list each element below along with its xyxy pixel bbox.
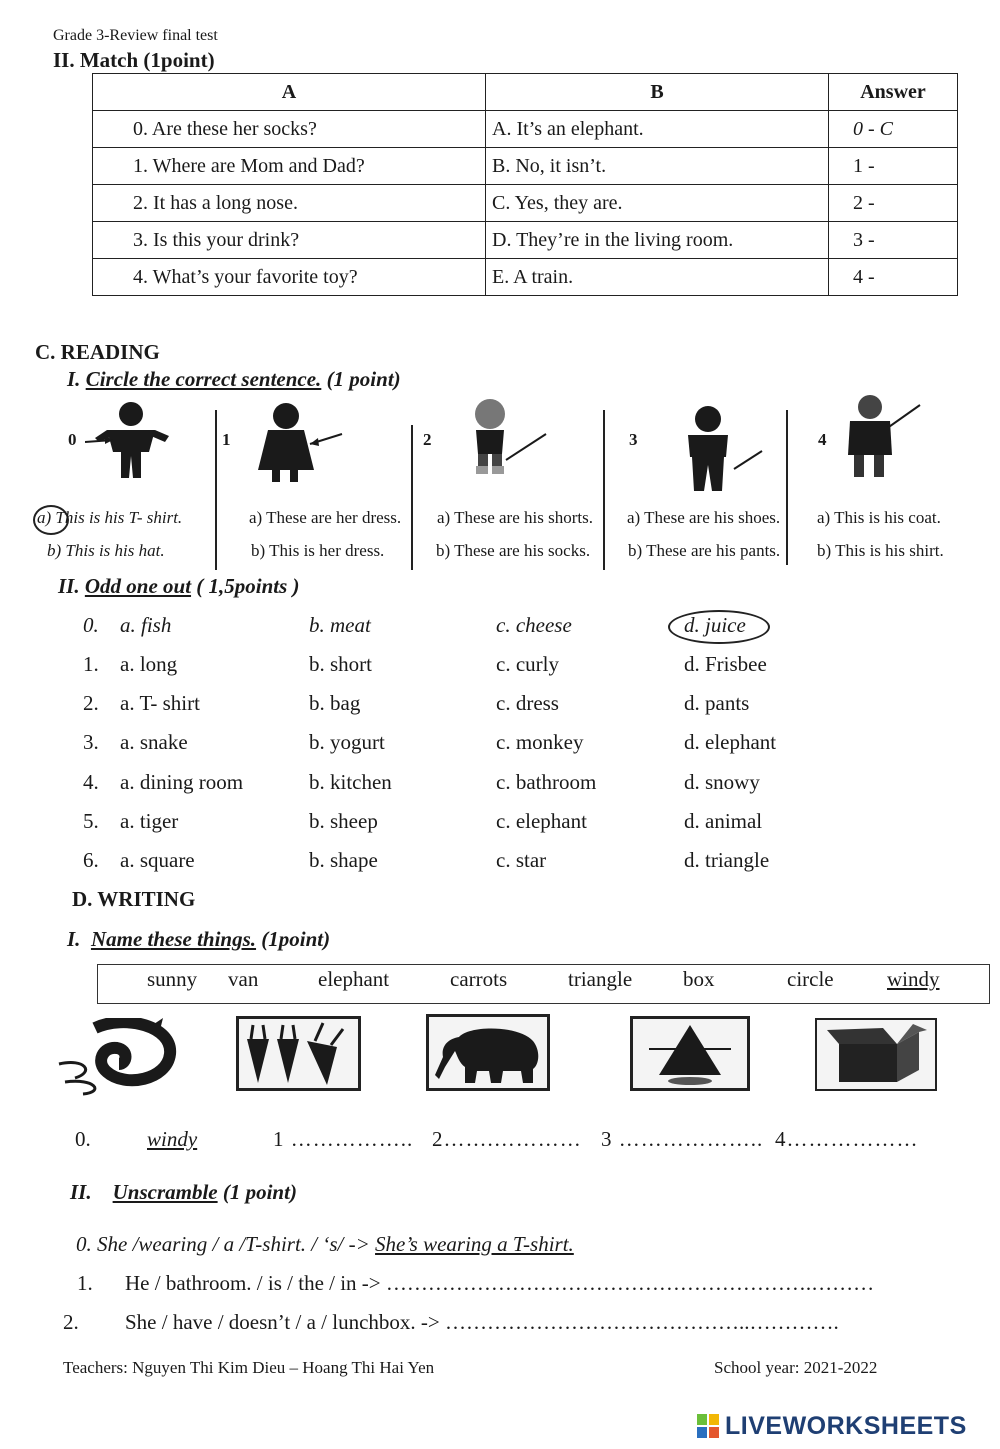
option-b[interactable]: b) These are his socks. xyxy=(436,541,591,560)
answer-blank[interactable]: 1 …………….. xyxy=(273,1127,414,1151)
table-row xyxy=(93,111,958,148)
table-row xyxy=(93,148,958,185)
odd-option[interactable]: b. shape xyxy=(309,848,378,872)
elephant-icon xyxy=(429,1017,547,1088)
odd-option[interactable]: a. long xyxy=(120,652,178,676)
row-number: 4. xyxy=(83,770,99,794)
example-question: 0. She /wearing / a /T-shirt. / ‘s/ -> xyxy=(76,1232,370,1256)
answer-cell[interactable]: 1 - xyxy=(829,148,958,185)
answer-cell: 0 - C xyxy=(829,111,958,148)
example-answer: She’s wearing a T-shirt. xyxy=(375,1232,574,1256)
word-bank-item: circle xyxy=(787,967,834,991)
odd-option[interactable]: a. snake xyxy=(120,730,188,754)
column-a-header: A xyxy=(93,74,486,111)
table-row xyxy=(93,222,958,259)
brand-name: LIVEWORKSHEETS xyxy=(725,1412,967,1440)
odd-section-title: Odd one out xyxy=(84,574,192,598)
liveworksheets-logo[interactable] xyxy=(697,1412,967,1441)
unscramble-section-heading xyxy=(70,1180,297,1205)
response-cell: D. They’re in the living room. xyxy=(486,222,829,259)
windy-picture-icon xyxy=(55,1018,180,1096)
name-section-title: Name these things. xyxy=(90,927,257,951)
option-b[interactable]: b) This is her dress. xyxy=(251,541,385,560)
row-number: 1. xyxy=(83,652,99,676)
triangle-icon xyxy=(633,1019,747,1088)
column-b-header: B xyxy=(486,74,829,111)
row-number: 2. xyxy=(83,691,99,715)
answer-number: 0. xyxy=(75,1127,91,1151)
picture-number: 2 xyxy=(423,430,432,449)
question-cell: 2. It has a long nose. xyxy=(93,185,486,222)
table-header-row xyxy=(93,74,958,111)
name-section-points: (1point) xyxy=(261,927,331,951)
odd-option[interactable]: b. meat xyxy=(309,613,371,637)
response-cell: C. Yes, they are. xyxy=(486,185,829,222)
option-a[interactable]: a) This is his T- shirt. xyxy=(37,508,183,527)
word-bank-item: sunny xyxy=(147,967,198,991)
name-section-heading xyxy=(67,927,330,952)
unscramble-question[interactable]: She / have / doesn’t / a / lunchbox. -> ……………………………………..…………. xyxy=(125,1310,839,1334)
boy-pants-figure-icon xyxy=(678,405,768,495)
word-bank-item: windy xyxy=(887,967,940,991)
column-divider xyxy=(786,410,788,565)
match-table xyxy=(92,73,958,296)
row-number: 3. xyxy=(83,730,99,754)
odd-option[interactable]: c. bathroom xyxy=(496,770,597,794)
row-number: 0. xyxy=(83,613,99,637)
question-cell: 4. What’s your favorite toy? xyxy=(93,259,486,296)
unscramble-section-number: II. xyxy=(70,1180,92,1204)
word-bank-item: carrots xyxy=(450,967,508,991)
unscramble-section-title: Unscramble xyxy=(112,1180,218,1204)
answer-blank[interactable]: 3 ……………….. xyxy=(601,1127,764,1151)
word-bank-item: box xyxy=(683,967,715,991)
circle-section-title: Circle the correct sentence. xyxy=(85,367,322,391)
answer-blank[interactable]: 2…….………… xyxy=(432,1127,582,1151)
teachers-credit: Teachers: Nguyen Thi Kim Dieu – Hoang Thi Hai Yen xyxy=(63,1358,435,1377)
column-answer-header: Answer xyxy=(829,74,958,111)
option-a[interactable]: a) This is his coat. xyxy=(817,508,941,527)
boy-shorts-figure-icon xyxy=(462,396,552,481)
box-picture-frame xyxy=(815,1018,937,1091)
name-section-number: I. xyxy=(67,927,81,951)
odd-option[interactable]: b. bag xyxy=(309,691,361,715)
odd-option[interactable]: d. juice xyxy=(684,613,746,637)
option-b[interactable]: b) This is his hat. xyxy=(47,541,165,560)
elephant-picture-frame xyxy=(426,1014,550,1091)
circle-section-number: I. xyxy=(67,367,81,391)
odd-option[interactable]: d. elephant xyxy=(684,730,777,754)
odd-option[interactable]: d. triangle xyxy=(684,848,770,872)
odd-option[interactable]: c. monkey xyxy=(496,730,584,754)
option-a[interactable]: a) These are his shorts. xyxy=(437,508,593,527)
match-heading: II. Match (1point) xyxy=(53,48,215,72)
boy-coat-figure-icon xyxy=(840,393,925,483)
response-cell: A. It’s an elephant. xyxy=(486,111,829,148)
carrots-picture-frame xyxy=(236,1016,361,1091)
circle-section-points: (1 point) xyxy=(326,367,401,391)
odd-option[interactable]: a. tiger xyxy=(120,809,179,833)
word-bank-item: triangle xyxy=(568,967,633,991)
table-row xyxy=(93,185,958,222)
picture-number: 0 xyxy=(68,430,77,449)
unscramble-section-points: (1 point) xyxy=(222,1180,297,1204)
unscramble-question[interactable]: He / bathroom. / is / the / in -> …………………………………………………….……… xyxy=(125,1271,875,1295)
table-row xyxy=(93,259,958,296)
liveworksheets-logo-icon xyxy=(697,1414,721,1440)
column-divider xyxy=(603,410,605,570)
column-divider xyxy=(215,410,217,570)
writing-heading: D. WRITING xyxy=(72,887,196,911)
example-answer: windy xyxy=(147,1127,198,1151)
odd-option[interactable]: d. pants xyxy=(684,691,750,715)
odd-option[interactable]: c. star xyxy=(496,848,547,872)
boy-tshirt-figure-icon xyxy=(85,400,185,480)
option-a[interactable]: a) These are his shoes. xyxy=(627,508,781,527)
odd-section-points: ( 1,5points ) xyxy=(196,574,300,598)
odd-option[interactable]: d. snowy xyxy=(684,770,760,794)
question-cell: 1. Where are Mom and Dad? xyxy=(93,148,486,185)
odd-option[interactable]: c. elephant xyxy=(496,809,587,833)
picture-number: 4 xyxy=(818,430,827,449)
column-divider xyxy=(411,425,413,570)
carrots-icon xyxy=(239,1019,358,1088)
word-bank-item: van xyxy=(228,967,259,991)
odd-option[interactable]: d. animal xyxy=(684,809,763,833)
odd-option[interactable]: a. dining room xyxy=(120,770,244,794)
girl-dress-figure-icon xyxy=(258,400,348,485)
box-icon xyxy=(817,1020,935,1089)
row-number: 2. xyxy=(63,1310,79,1334)
reading-heading: C. READING xyxy=(35,340,160,364)
question-cell: 0. Are these her socks? xyxy=(93,111,486,148)
option-b[interactable]: b) This is his shirt. xyxy=(817,541,944,560)
picture-number: 1 xyxy=(222,430,231,449)
row-number: 5. xyxy=(83,809,99,833)
word-bank-item: elephant xyxy=(318,967,390,991)
odd-option[interactable]: a. square xyxy=(120,848,195,872)
answer-cell[interactable]: 2 - xyxy=(829,185,958,222)
odd-section-number: II. xyxy=(58,574,80,598)
odd-option[interactable]: b. sheep xyxy=(309,809,378,833)
odd-option[interactable]: c. curly xyxy=(496,652,559,676)
option-a[interactable]: a) These are her dress. xyxy=(249,508,402,527)
odd-option[interactable]: c. cheese xyxy=(496,613,572,637)
response-cell: E. A train. xyxy=(486,259,829,296)
row-number: 6. xyxy=(83,848,99,872)
odd-option[interactable]: b. short xyxy=(309,652,372,676)
odd-option[interactable]: b. yogurt xyxy=(309,730,385,754)
odd-option[interactable]: c. dress xyxy=(496,691,559,715)
odd-option[interactable]: d. Frisbee xyxy=(684,652,767,676)
option-b[interactable]: b) These are his pants. xyxy=(628,541,781,560)
circle-section-heading xyxy=(67,367,401,392)
answer-cell[interactable]: 3 - xyxy=(829,222,958,259)
odd-section-heading xyxy=(58,574,300,599)
question-cell: 3. Is this your drink? xyxy=(93,222,486,259)
answer-blank[interactable]: 4……………… xyxy=(775,1127,919,1151)
odd-option[interactable]: a. T- shirt xyxy=(120,691,200,715)
school-year: School year: 2021-2022 xyxy=(714,1358,878,1377)
odd-option[interactable]: b. kitchen xyxy=(309,770,392,794)
picture-number: 3 xyxy=(629,430,638,449)
test-title: Grade 3-Review final test xyxy=(53,27,218,44)
response-cell: B. No, it isn’t. xyxy=(486,148,829,185)
odd-option[interactable]: a. fish xyxy=(120,613,172,637)
unscramble-example xyxy=(76,1232,574,1257)
row-number: 1. xyxy=(77,1271,93,1295)
answer-cell[interactable]: 4 - xyxy=(829,259,958,296)
triangle-picture-frame xyxy=(630,1016,750,1091)
